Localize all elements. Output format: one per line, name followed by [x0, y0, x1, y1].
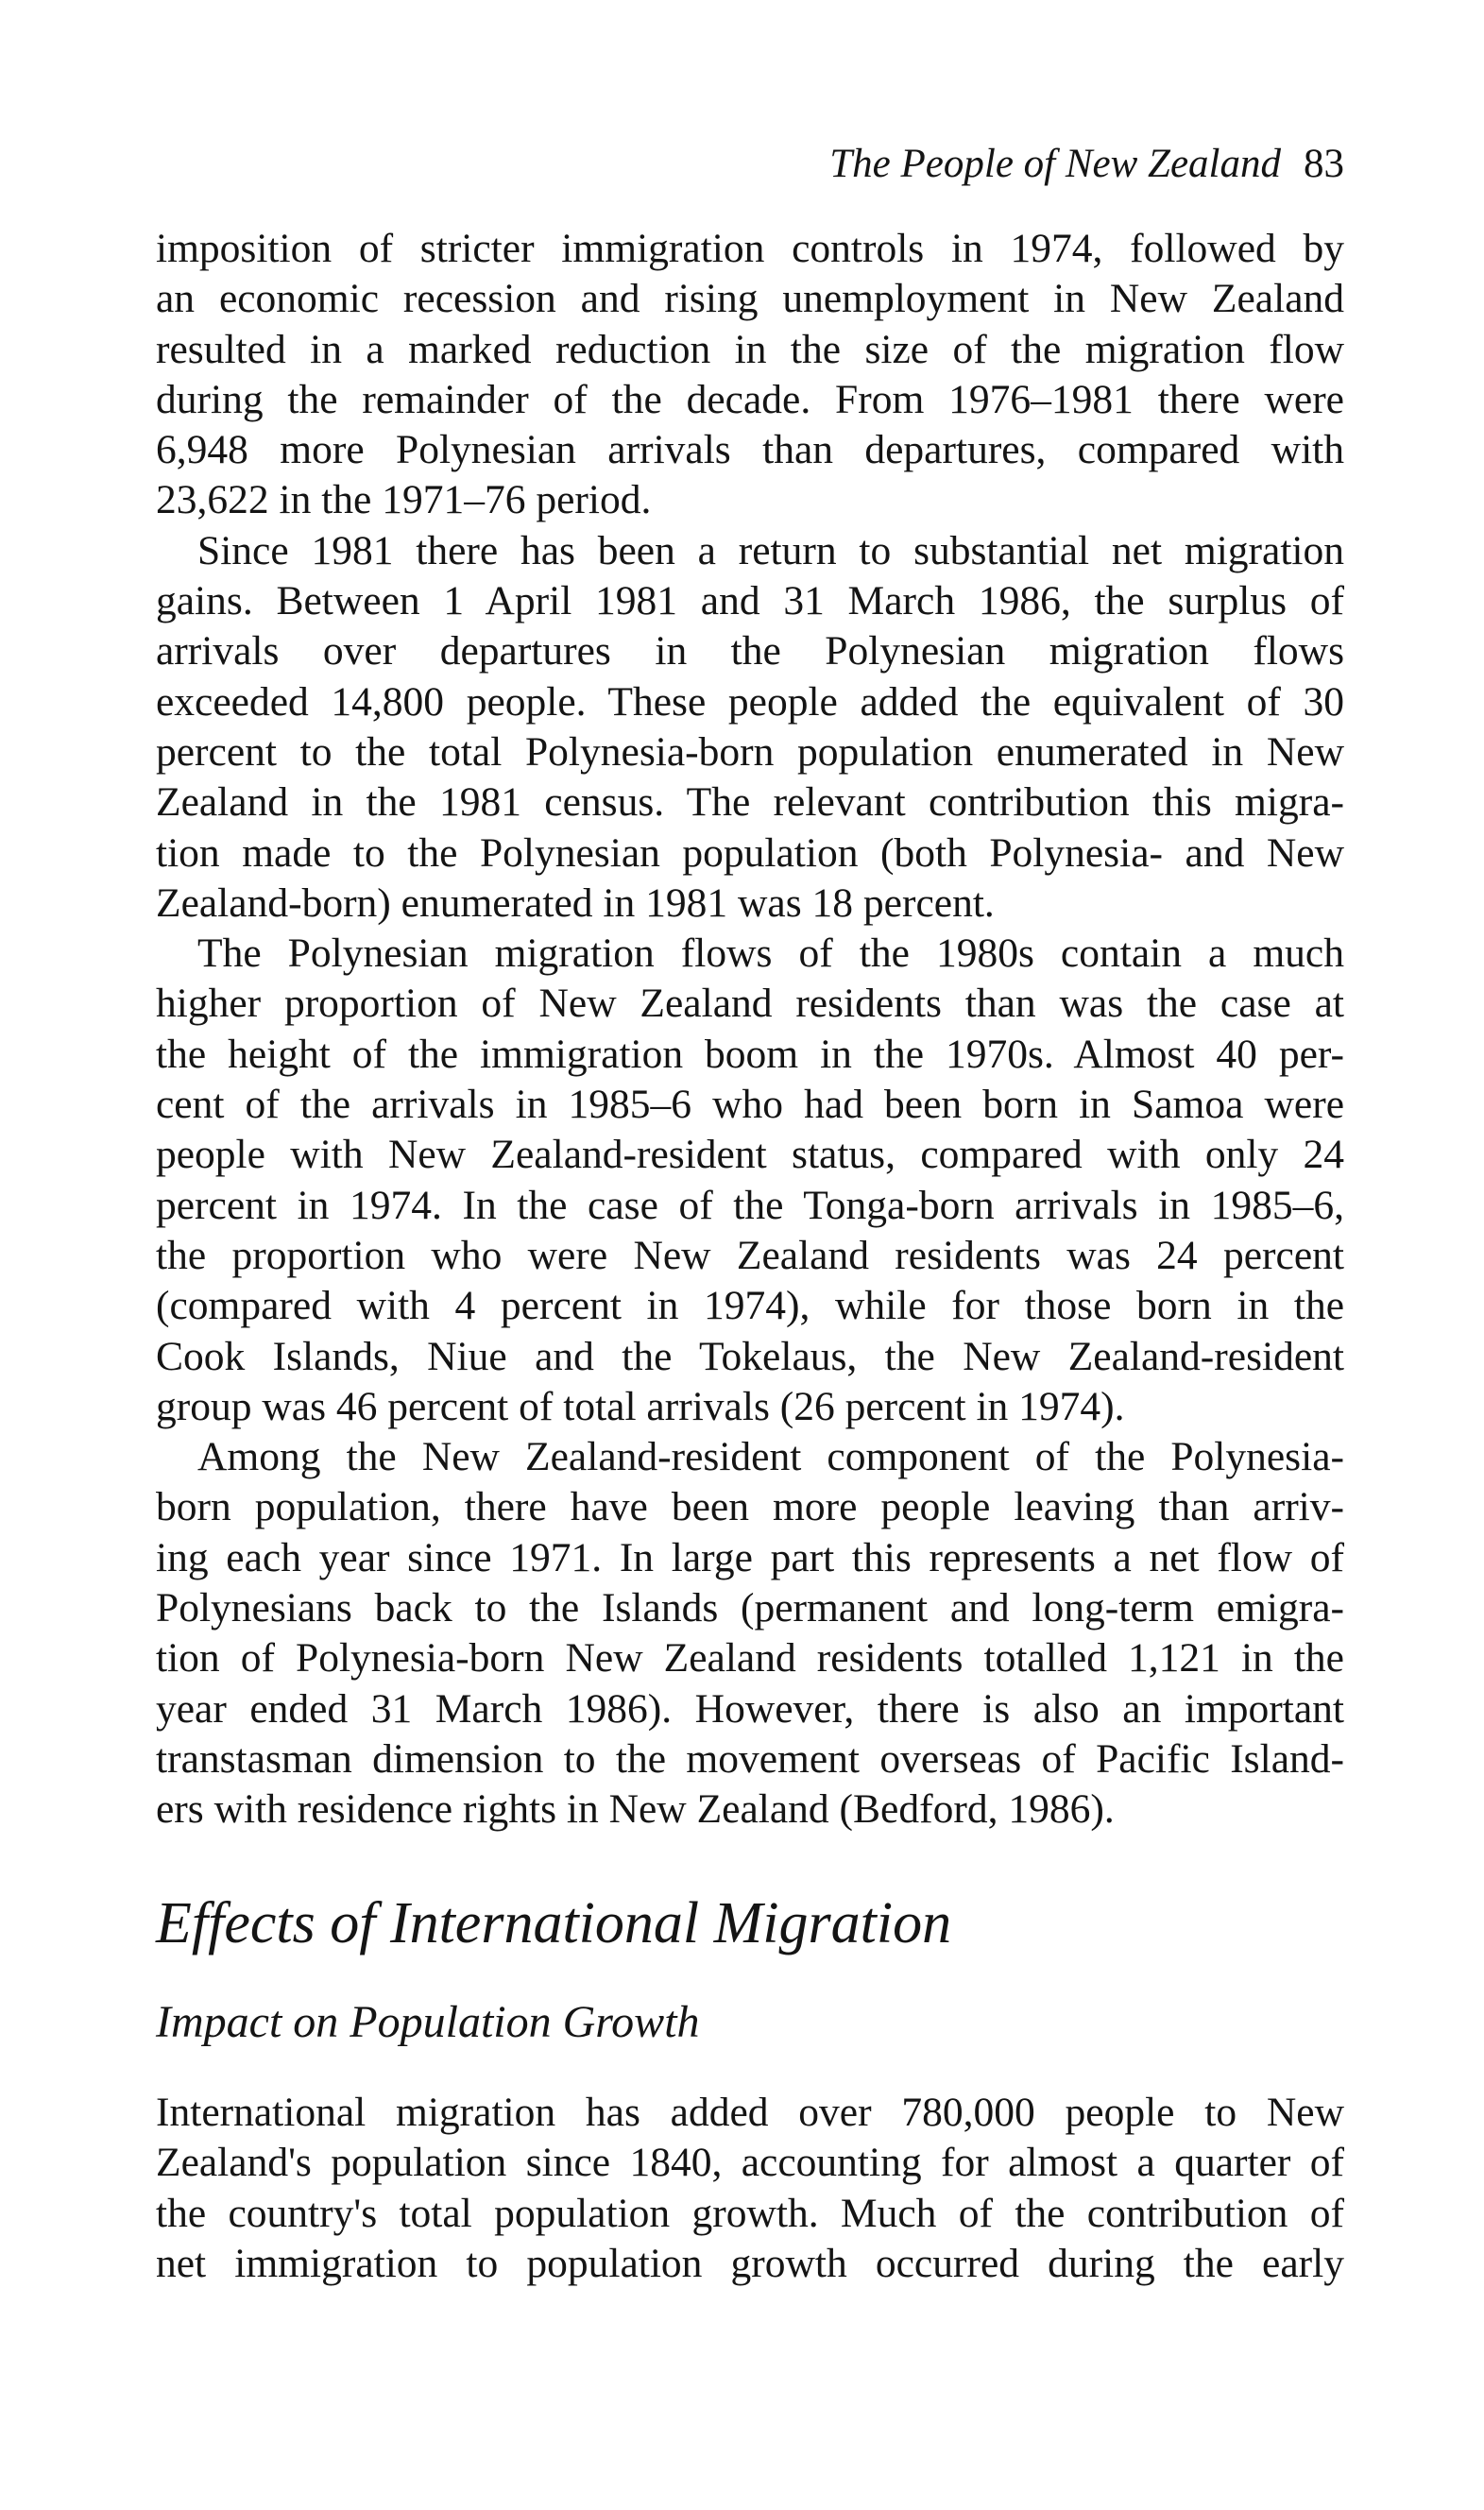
text-line: the proportion who were New Zealand residents was 24 percent — [156, 1232, 1344, 1278]
text-line: The Polynesian migration flows of the 1980s contain a much — [197, 931, 1344, 977]
text-line: percent to the total Polynesia-born population enumerated in New — [156, 728, 1344, 775]
text-line: (compared with 4 percent in 1974), while for those born in the — [156, 1283, 1344, 1329]
paragraph-1 — [156, 224, 1344, 526]
paragraph-2 — [156, 526, 1344, 929]
text-line: tion made to the Polynesian population (both Polynesia- and New — [156, 829, 1344, 876]
text-line: the height of the immigration boom in the 1970s. Almost 40 per- — [156, 1031, 1344, 1077]
text-line: people with New Zealand-resident status, compared with only 24 — [156, 1132, 1344, 1178]
text-line: imposition of stricter immigration controls in 1974, followed by — [156, 226, 1344, 271]
subsection-heading: Impact on Population Growth — [156, 1997, 700, 2047]
text-line: Among the New Zealand-resident component of the Polynesia- — [197, 1434, 1344, 1480]
section-heading: Effects of International Migration — [156, 1891, 952, 1955]
running-head — [829, 144, 1344, 184]
text-line: 6,948 more Polynesian arrivals than departures, compared with — [156, 427, 1344, 473]
text-line: 23,622 in the 1971–76 period. — [156, 477, 652, 523]
text-line: Polynesians back to the Islands (permanent and long-term emigra- — [156, 1585, 1344, 1631]
text-line: percent in 1974. In the case of the Tonga-born arrivals in 1985–6, — [156, 1182, 1344, 1228]
text-line: year ended 31 March 1986). However, there is also an important — [156, 1685, 1344, 1732]
text-line: during the remainder of the decade. From 1976–1981 there were — [156, 376, 1344, 422]
paragraph-3 — [156, 929, 1344, 1432]
page-number: 83 — [1304, 142, 1344, 186]
text-line: Zealand in the 1981 census. The relevant contribution this migra- — [156, 779, 1344, 826]
text-line: an economic recession and rising unemployment in New Zealand — [156, 276, 1344, 322]
body-text-top — [156, 224, 1344, 1836]
text-line: the country's total population growth. Much of the contribution of — [156, 2190, 1344, 2236]
text-line: transtasman dimension to the movement overseas of Pacific Island- — [156, 1735, 1344, 1782]
text-line: cent of the arrivals in 1985–6 who had been born in Samoa were — [156, 1082, 1344, 1128]
text-line: tion of Polynesia-born New Zealand residents totalled 1,121 in the — [156, 1635, 1344, 1682]
text-line: gains. Between 1 April 1981 and 31 March 1986, the surplus of — [156, 578, 1344, 624]
text-line: Zealand's population since 1840, accounting for almost a quarter of — [156, 2140, 1344, 2186]
text-line: Since 1981 there has been a return to substantial net migration — [197, 527, 1344, 573]
text-line: ing each year since 1971. In large part this represents a net flow of — [156, 1534, 1344, 1580]
text-line: ers with residence rights in New Zealand (Bedford, 1986). — [156, 1786, 1115, 1833]
text-line: group was 46 percent of total arrivals (26 percent in 1974). — [156, 1383, 1125, 1429]
paragraph-4 — [156, 1432, 1344, 1835]
text-line: Zealand-born) enumerated in 1981 was 18 percent. — [156, 879, 995, 926]
text-line: higher proportion of New Zealand residents than was the case at — [156, 981, 1344, 1027]
running-head-title: The People of New Zealand — [829, 142, 1281, 186]
text-line: International migration has added over 780,000 people to New — [156, 2090, 1344, 2135]
text-line: arrivals over departures in the Polynesian migration flows — [156, 628, 1344, 674]
paragraph-5 — [156, 2088, 1344, 2289]
text-line: Cook Islands, Niue and the Tokelaus, the New Zealand-resident — [156, 1333, 1344, 1379]
body-text-bottom — [156, 2088, 1344, 2289]
text-line: resulted in a marked reduction in the size of the migration flow — [156, 326, 1344, 372]
text-line: exceeded 14,800 people. These people added the equivalent of 30 — [156, 678, 1344, 725]
text-line: net immigration to population growth occurred during the early — [156, 2240, 1344, 2286]
text-line: born population, there have been more people leaving than arriv- — [156, 1484, 1344, 1530]
